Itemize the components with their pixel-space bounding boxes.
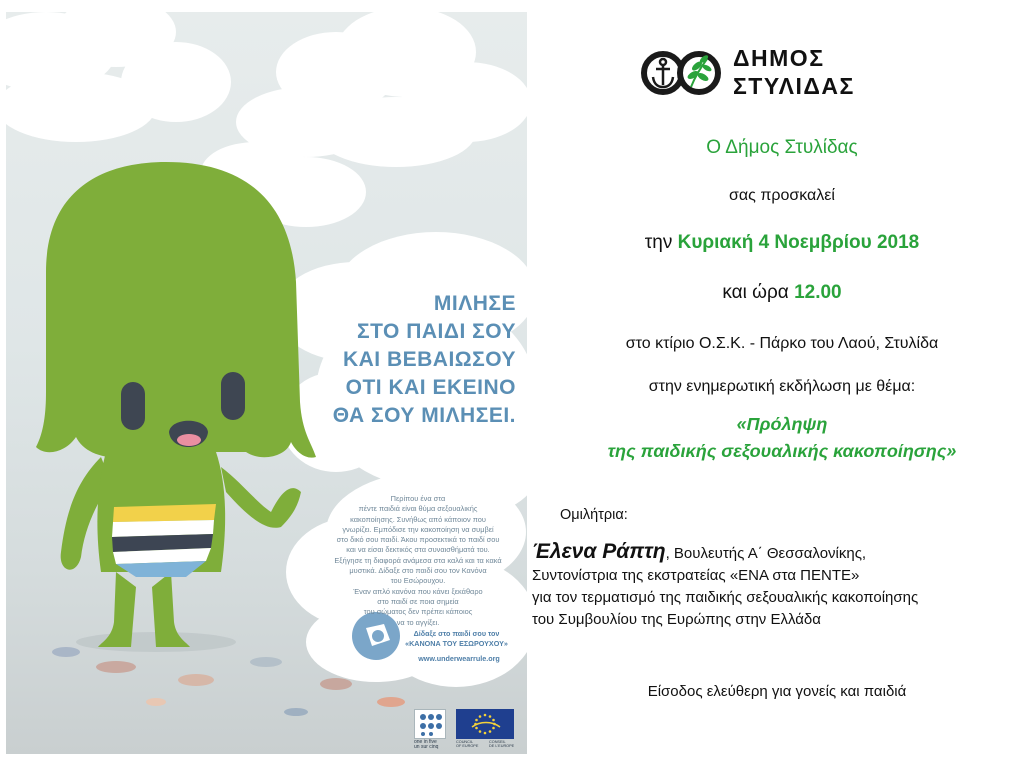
paragraph-line: γνωρίζει. Εμπόδισε την κακοποίηση να συμβεί	[342, 524, 494, 534]
event-time: 12.00	[794, 282, 842, 303]
poster-url: www.underwearrule.org	[418, 654, 500, 663]
municipality-name-line: ΣΤΥΛΙΔΑΣ	[733, 73, 855, 99]
speaker-role: , Βουλευτής Α΄ Θεσσαλονίκης,	[665, 545, 867, 562]
paragraph-line: κακοποίησης. Συνήθως από κάποιον που	[350, 514, 486, 524]
council-of-europe-logo	[456, 709, 516, 753]
speaker-detail: του Συμβουλίου της Ευρώπης στην Ελλάδα	[532, 611, 821, 628]
event-topic-line-2: της παιδικής σεξουαλικής κακοποίησης»	[607, 441, 957, 461]
paragraph-line: Έναν απλό κανόνα που κάνει ξεκάθαρο	[353, 586, 483, 596]
event-date: Κυριακή 4 Νοεμβρίου 2018	[677, 232, 920, 253]
teach-line: Δίδαξε στο παιδί σου τον	[413, 629, 500, 638]
speaker-label: Ομιλήτρια:	[560, 507, 628, 523]
eu-stars-icon	[456, 709, 514, 739]
speaker-detail: για τον τερματισμό της παιδικής σεξουαλικής κακοποίησης	[532, 589, 919, 606]
one-in-five-logo	[414, 709, 448, 753]
invitation-invites: σας προσκαλεί	[729, 187, 835, 204]
municipality-emblem	[641, 37, 721, 107]
logo-caption: OF EUROPE	[456, 744, 479, 749]
slogan-line: ΣΤΟ ΠΑΙΔΙ ΣΟΥ	[356, 320, 516, 343]
speaker-name: Έλενα Ράπτη	[532, 540, 666, 563]
event-place: στο κτίριο Ο.Σ.Κ. - Πάρκο του Λαού, Στυλίδα	[625, 335, 939, 352]
paragraph-line: Εξήγησε τη διαφορά ανάμεσα στα καλά και τα κακά	[334, 555, 502, 565]
slogan-line: ΘΑ ΣΟΥ ΜΙΛΗΣΕΙ.	[332, 404, 516, 427]
invitation-title: Ο Δήμος Στυλίδας	[706, 137, 858, 158]
logo-caption: one in five	[414, 739, 437, 745]
paragraph-line: πέντε παιδιά είναι θύμα σεξουαλικής	[358, 504, 478, 514]
logo-caption: un sur cinq	[414, 744, 439, 751]
speaker-detail: Συντονίστρια της εκστρατείας «ΕΝΑ στα ΠΕΝΤΕ»	[532, 567, 860, 584]
municipality-logo	[641, 28, 881, 116]
campaign-poster	[6, 12, 527, 754]
paragraph-line: στο δικό σου παιδί. Άκου προσεκτικά το παιδί σου	[336, 535, 500, 545]
paragraph-line: του σώματος δεν πρέπει κάποιος	[363, 607, 473, 617]
invitation-date-line	[540, 232, 1024, 254]
slogan-line: ΜΙΛΗΣΕ	[433, 292, 516, 315]
paragraph-line: Περίπου ένα στα	[390, 494, 446, 503]
teach-line: «ΚΑΝΟΝΑ ΤΟΥ ΕΣΩΡΟΥΧΟΥ»	[405, 638, 508, 648]
paragraph-line: του Εσώρουχου.	[390, 576, 446, 586]
logo-caption: CONSEIL	[489, 740, 506, 744]
paragraph-line: και να είσαι δεκτικός στα συναισθήματά του.	[346, 545, 490, 555]
date-prefix: την	[644, 232, 678, 253]
paragraph-line: μυστικά. Δίδαξε στο παιδί σου τον Κανόνα	[349, 566, 487, 576]
event-theme-intro: στην ενημερωτική εκδήλωση με θέμα:	[648, 378, 916, 395]
speaker-block	[532, 541, 1022, 631]
cloud-top-left	[6, 12, 231, 142]
invitation-time-line	[540, 282, 1024, 304]
time-prefix: και ώρα	[722, 282, 795, 303]
logo-caption: COUNCIL	[456, 740, 474, 744]
entry-note: Είσοδος ελεύθερη για γονείς και παιδιά	[647, 683, 907, 700]
poster-slogan	[266, 290, 516, 430]
logo-caption: DE L'EUROPE	[489, 744, 515, 749]
cloud-top-right	[236, 12, 527, 167]
municipality-name	[733, 44, 855, 100]
paragraph-line: να το αγγίξει.	[396, 617, 440, 627]
poster-paragraph	[324, 494, 512, 628]
paragraph-line: στο παιδί σε ποια σημεία	[377, 596, 459, 606]
poster-teach-text	[401, 629, 512, 648]
slogan-line: ΟΤΙ ΚΑΙ ΕΚΕΙΝΟ	[345, 376, 516, 399]
slogan-line: ΚΑΙ ΒΕΒΑΙΩΣΟΥ	[342, 348, 516, 371]
event-topic-line-1: «Πρόληψη	[736, 414, 828, 434]
snowflake-icon	[415, 710, 445, 738]
municipality-name-line: ΔΗΜΟΣ	[733, 45, 825, 71]
